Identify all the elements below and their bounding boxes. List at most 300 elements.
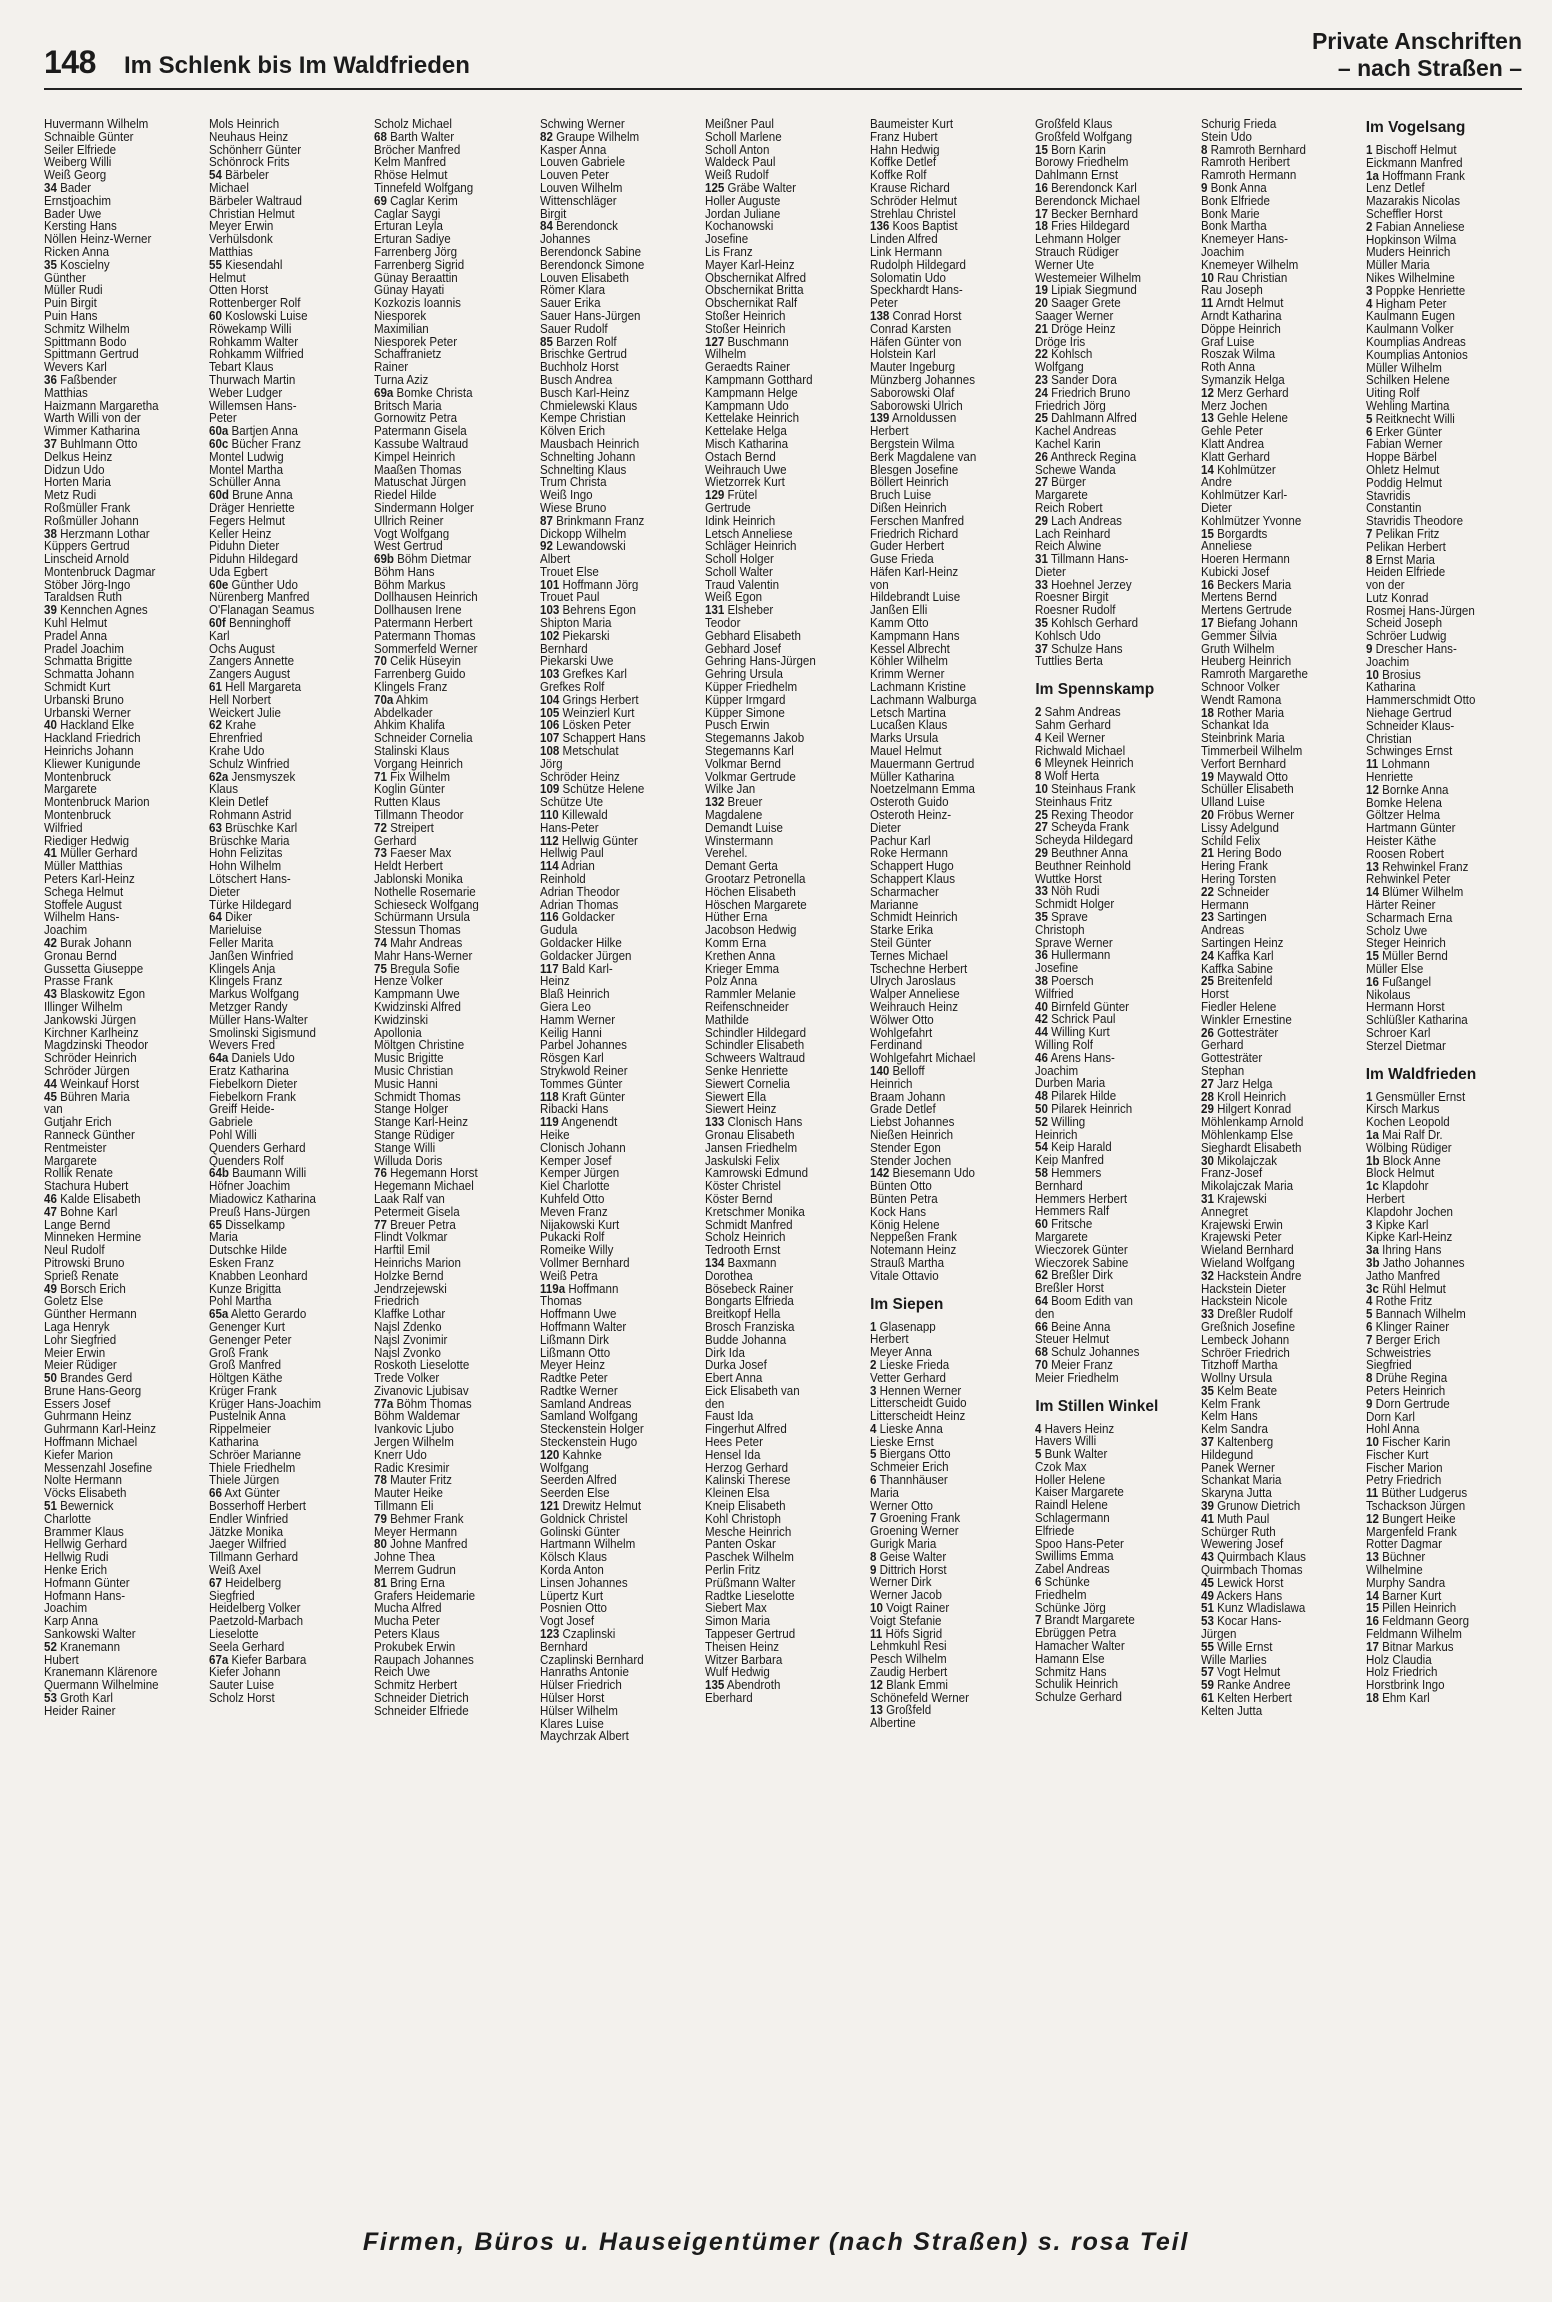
resident-name: Gronau Bernd <box>44 949 117 963</box>
directory-entry <box>1366 1103 1513 1116</box>
resident-name: Dißen Heinrich <box>870 501 947 515</box>
resident-name: Schulik Heinrich <box>1035 1678 1119 1692</box>
directory-entry <box>705 400 852 413</box>
directory-entry <box>540 1654 687 1667</box>
directory-entry <box>705 617 852 630</box>
resident-name: Turna Aziz <box>374 373 429 387</box>
house-number: 1c <box>1365 1180 1379 1193</box>
house-number: 11 <box>870 1627 883 1641</box>
resident-name: Laak Ralf van <box>374 1192 446 1206</box>
resident-name: Sahm Gerhard <box>1035 719 1112 732</box>
resident-name: Blesgen Josefine <box>870 463 959 477</box>
resident-name: Stegemanns Karl <box>704 745 794 758</box>
house-number: 10 <box>1200 271 1214 285</box>
resident-name: Ramroth Margarethe <box>1200 668 1308 682</box>
directory-entry <box>1201 438 1348 451</box>
resident-name: Spittmann Gertrud <box>44 348 139 362</box>
resident-name: Beine Anna <box>1051 1320 1111 1334</box>
directory-entry <box>1366 617 1513 630</box>
resident-name: Stalinski Klaus <box>374 745 450 758</box>
resident-name: Nürenberg Manfred <box>209 591 310 605</box>
resident-name: Zabel Andreas <box>1035 1563 1111 1577</box>
directory-entry <box>209 963 356 976</box>
directory-entry <box>44 643 191 656</box>
directory-entry <box>374 1628 521 1641</box>
resident-name: Reich Robert <box>1035 501 1103 515</box>
directory-entry <box>209 1257 356 1270</box>
resident-name: Möhlenkamp Else <box>1200 1128 1293 1142</box>
house-number: 16 <box>1035 181 1049 195</box>
directory-entry <box>209 1334 356 1347</box>
directory-entry <box>1201 1231 1348 1244</box>
directory-entry <box>1201 1615 1348 1628</box>
directory-entry <box>1366 694 1513 707</box>
house-number: 121 <box>539 1500 559 1513</box>
resident-name: Havers Heinz <box>1044 1422 1115 1436</box>
resident-name: Diker <box>225 911 253 925</box>
resident-name: Murphy Sandra <box>1365 1576 1445 1590</box>
resident-name: Graupe Wilhelm <box>555 130 639 144</box>
directory-entry <box>705 681 852 694</box>
directory-entry <box>44 1462 191 1475</box>
resident-name: Celik Hüseyin <box>390 655 462 669</box>
directory-entry <box>1201 1308 1348 1321</box>
directory-entry <box>540 208 687 221</box>
resident-name: Kiel Charlotte <box>539 1180 610 1193</box>
resident-name: Weiß Egon <box>704 591 762 605</box>
resident-name: Hoffmann Uwe <box>539 1308 617 1321</box>
house-number: 8 <box>1200 143 1207 157</box>
directory-entry <box>44 1500 191 1513</box>
directory-entry <box>540 1308 687 1321</box>
resident-name: Brischke Gertrud <box>539 348 627 362</box>
house-number: 77 <box>374 1218 388 1232</box>
directory-entry <box>1201 1666 1348 1679</box>
resident-name: Pelikan Fritz <box>1375 527 1440 541</box>
directory-entry <box>870 835 1017 848</box>
directory-entry <box>1201 1180 1348 1193</box>
resident-name: Göltzer Helma <box>1365 809 1440 823</box>
resident-name: Brinkmann Franz <box>555 514 644 528</box>
resident-name: Kiefer Marion <box>44 1448 113 1462</box>
directory-entry <box>870 1500 1017 1513</box>
directory-entry <box>1035 348 1182 361</box>
directory-entry <box>1366 1206 1513 1219</box>
directory-entry <box>870 655 1017 668</box>
house-number: 33 <box>1035 885 1049 899</box>
resident-name: Gabriele <box>209 1116 254 1129</box>
directory-entry <box>1035 156 1182 169</box>
resident-name: Stavridis <box>1365 489 1411 503</box>
house-number: 69a <box>374 386 394 400</box>
house-number: 125 <box>704 181 725 195</box>
resident-name: Piekarski <box>562 629 610 643</box>
directory-entry <box>870 1359 1017 1372</box>
resident-name: Willuda Doris <box>374 1154 443 1168</box>
resident-name: Marieluise <box>209 924 263 937</box>
directory-entry <box>44 476 191 489</box>
directory-entry <box>1201 771 1348 784</box>
resident-name: Obschernikat Ralf <box>704 297 797 310</box>
resident-name: Wiese Bruno <box>539 501 606 515</box>
resident-name: Klapdohr Jochen <box>1365 1205 1453 1219</box>
directory-entry <box>1366 170 1513 183</box>
directory-entry <box>870 438 1017 451</box>
directory-entry <box>44 1666 191 1679</box>
resident-name: Misch Katharina <box>704 437 788 451</box>
directory-entry <box>870 1679 1017 1692</box>
page-header <box>44 28 1522 90</box>
directory-entry <box>209 144 356 157</box>
directory-entry <box>1201 1372 1348 1385</box>
directory-entry <box>1201 707 1348 720</box>
directory-entry <box>1366 937 1513 950</box>
resident-name: Kiesendahl <box>225 258 283 272</box>
directory-column <box>209 118 369 2218</box>
house-number: 55 <box>209 258 223 272</box>
directory-entry <box>1035 464 1182 477</box>
directory-entry <box>209 1308 356 1321</box>
directory-entry <box>44 924 191 937</box>
directory-entry <box>705 566 852 579</box>
directory-entry <box>44 1231 191 1244</box>
resident-name: Angenendt <box>560 1116 618 1129</box>
directory-entry <box>374 528 521 541</box>
street-heading: Im Siepen <box>870 1295 944 1313</box>
resident-name: Behrens Egon <box>562 604 636 618</box>
resident-name: Chmielewski Klaus <box>539 399 637 413</box>
resident-name: Montenbruck Marion <box>44 796 150 810</box>
directory-entry <box>540 745 687 758</box>
resident-name: Kelten Jutta <box>1200 1704 1262 1718</box>
resident-name: Tuttlies Berta <box>1035 655 1104 669</box>
resident-name: Schmitz Herbert <box>374 1679 458 1693</box>
directory-entry <box>1201 1334 1348 1347</box>
resident-name: Czaplinski Bernhard <box>539 1653 644 1667</box>
street-heading: Im Spennskamp <box>1035 681 1155 699</box>
resident-name: Hellwig Günter <box>561 834 638 848</box>
resident-name: Hackstein Nicole <box>1200 1295 1287 1309</box>
directory-entry <box>540 1091 687 1104</box>
resident-name: Schlüßler Katharina <box>1365 1014 1468 1027</box>
directory-entry <box>1201 348 1348 361</box>
resident-name: Geise Walter <box>879 1550 947 1564</box>
directory-entry <box>870 1180 1017 1193</box>
resident-name: Koscielny <box>60 258 110 272</box>
resident-name: Wilfried <box>1035 987 1074 1001</box>
directory-column <box>1366 118 1526 2218</box>
resident-name: Montel Martha <box>209 463 284 477</box>
directory-entry <box>1201 950 1348 963</box>
resident-name: Herbert <box>870 425 909 438</box>
directory-entry <box>1201 899 1348 912</box>
house-number: 38 <box>1035 975 1049 988</box>
directory-entry <box>209 579 356 592</box>
resident-name: Scholl Anton <box>704 143 770 157</box>
directory-entry <box>44 195 191 208</box>
resident-name: Bernhard <box>539 1640 588 1654</box>
house-number: 65 <box>209 1218 223 1232</box>
resident-name: Biergans Otto <box>879 1448 951 1462</box>
house-number: 16 <box>1365 1615 1379 1629</box>
directory-entry <box>705 259 852 272</box>
resident-name: Grunow Dietrich <box>1216 1500 1300 1513</box>
directory-entry <box>1201 1078 1348 1091</box>
directory-entry <box>705 1500 852 1513</box>
resident-name: Walper Anneliese <box>870 988 960 1001</box>
directory-entry <box>209 336 356 349</box>
directory-entry <box>44 1180 191 1193</box>
resident-name: Siewert Cornelia <box>704 1077 790 1091</box>
resident-name: Blümer Wilhelm <box>1381 886 1463 900</box>
resident-name: Münzberg Johannes <box>870 373 976 387</box>
resident-name: Wilhelm <box>704 348 747 362</box>
resident-name: Müller Maria <box>1365 259 1430 272</box>
resident-name: Groening Frank <box>879 1512 961 1526</box>
house-number: 35 <box>1200 1384 1214 1398</box>
resident-name: Lutz Konrad <box>1365 591 1429 605</box>
directory-entry <box>1366 1487 1513 1500</box>
directory-entry <box>540 1347 687 1360</box>
directory-entry <box>209 1641 356 1654</box>
resident-name: Gebhard Josef <box>704 642 781 656</box>
resident-name: Kampmann Gotthard <box>704 373 813 387</box>
directory-entry <box>44 1359 191 1372</box>
directory-entry <box>540 464 687 477</box>
directory-entry <box>1366 733 1513 746</box>
resident-name: Schulze Gerhard <box>1035 1691 1123 1705</box>
resident-name: Nikes Wilhelmine <box>1365 271 1455 285</box>
resident-name: Reifenschneider <box>704 1000 789 1014</box>
directory-entry <box>1201 1039 1348 1052</box>
directory-entry <box>44 1001 191 1014</box>
resident-name: Bannach Wilhelm <box>1375 1308 1466 1321</box>
directory-entry <box>209 1372 356 1385</box>
directory-entry <box>870 169 1017 182</box>
directory-entry <box>209 1449 356 1462</box>
directory-entry <box>374 1078 521 1091</box>
house-number: 8 <box>1035 770 1042 784</box>
directory-entry <box>44 822 191 835</box>
directory-entry <box>870 425 1017 438</box>
directory-entry <box>44 1065 191 1078</box>
resident-name: Klatt Andrea <box>1200 437 1264 451</box>
directory-entry <box>870 822 1017 835</box>
resident-name: Lenz Detlef <box>1365 182 1425 196</box>
directory-entry <box>374 1116 521 1129</box>
directory-entry <box>1366 336 1513 349</box>
resident-name: Jordan Juliane <box>704 207 781 221</box>
directory-entry <box>1201 591 1348 604</box>
resident-name: Lehmann Holger <box>1035 233 1121 246</box>
resident-name: Tschackson Jürgen <box>1365 1500 1465 1513</box>
resident-name: Roesner Rudolf <box>1035 604 1116 618</box>
resident-name: Golinski Günter <box>539 1525 620 1539</box>
resident-name: Genenger Kurt <box>209 1320 286 1334</box>
directory-entry <box>705 950 852 963</box>
resident-name: Arndt Helmut <box>1215 297 1284 310</box>
directory-entry <box>209 1231 356 1244</box>
directory-entry <box>44 963 191 976</box>
directory-entry <box>209 1385 356 1398</box>
resident-name: Beuthner Anna <box>1051 847 1129 860</box>
resident-name: Barth Walter <box>390 130 455 144</box>
directory-entry <box>1201 1014 1348 1027</box>
resident-name: Fröbus Werner <box>1216 809 1294 822</box>
resident-name: Scholl Holger <box>704 553 774 566</box>
resident-name: Heinrich <box>870 1077 913 1091</box>
directory-entry <box>1201 144 1348 157</box>
resident-name: Möltgen Christine <box>374 1039 465 1053</box>
directory-entry <box>705 1116 852 1129</box>
resident-name: Radtke Werner <box>539 1384 618 1398</box>
directory-entry <box>374 220 521 233</box>
house-number: 1a <box>1365 169 1379 183</box>
resident-name: Thannhäuser <box>879 1474 948 1487</box>
directory-entry <box>1035 259 1182 272</box>
directory-entry <box>374 1359 521 1372</box>
directory-entry <box>705 374 852 387</box>
resident-name: Paschek Wilhelm <box>704 1551 794 1565</box>
directory-entry <box>1201 1577 1348 1590</box>
directory-entry <box>540 643 687 656</box>
resident-name: Spittmann Bodo <box>44 335 127 349</box>
directory-entry <box>1035 425 1182 438</box>
directory-entry <box>44 540 191 553</box>
resident-name: Ranneck Günther <box>44 1128 135 1142</box>
resident-name: Piekarski Uwe <box>539 655 614 669</box>
house-number: 75 <box>374 962 388 976</box>
house-number: 15 <box>1365 950 1379 963</box>
directory-entry <box>1366 298 1513 311</box>
resident-name: Wölbing Rüdiger <box>1365 1141 1452 1155</box>
directory-entry <box>1035 732 1182 745</box>
resident-name: Hans-Peter <box>539 821 599 835</box>
directory-entry <box>705 1091 852 1104</box>
directory-entry <box>44 208 191 221</box>
resident-name: Hohn Felizitas <box>209 847 283 861</box>
resident-name: Gronau Elisabeth <box>704 1128 795 1142</box>
directory-entry <box>870 745 1017 758</box>
directory-entry <box>540 118 687 131</box>
directory-entry <box>1366 784 1513 797</box>
resident-name: Nikolaus <box>1365 988 1411 1002</box>
resident-name: Kennchen Agnes <box>60 604 148 618</box>
resident-name: Kelm Sandra <box>1200 1423 1268 1437</box>
resident-name: Matuschat Jürgen <box>374 476 467 490</box>
directory-entry <box>540 822 687 835</box>
resident-name: Stender Egon <box>870 1141 941 1155</box>
house-number: 29 <box>1035 514 1049 528</box>
resident-name: Najsl Zvonimir <box>374 1333 448 1347</box>
resident-name: Ulrych Jaroslaus <box>870 975 956 989</box>
resident-name: Marks Ursula <box>870 732 939 746</box>
directory-entry <box>209 1014 356 1027</box>
directory-entry <box>540 272 687 285</box>
directory-entry <box>1201 1487 1348 1500</box>
resident-name: Obschernikat Alfred <box>704 271 806 285</box>
house-number: 118 <box>539 1090 559 1104</box>
resident-name: Kampmann Helge <box>704 386 798 400</box>
resident-name: Keilig Hanni <box>539 1026 602 1040</box>
resident-name: Parbel Johannes <box>539 1039 627 1053</box>
directory-entry <box>540 886 687 899</box>
directory-entry <box>44 502 191 515</box>
resident-name: Schmitz Wilhelm <box>44 322 130 336</box>
resident-name: Jergen Wilhelm <box>374 1436 455 1449</box>
resident-name: von <box>870 578 889 592</box>
house-number: 7 <box>870 1512 877 1526</box>
directory-entry <box>540 937 687 950</box>
resident-name: Lipiak Siegmund <box>1051 284 1138 298</box>
directory-entry <box>705 1039 852 1052</box>
resident-name: Jacobson Hedwig <box>704 924 797 937</box>
directory-entry <box>540 233 687 246</box>
directory-entry <box>44 655 191 668</box>
resident-name: Scheyda Hildegard <box>1035 834 1134 848</box>
directory-entry <box>374 131 521 144</box>
directory-entry <box>44 425 191 438</box>
resident-name: Vitale Ottavio <box>870 1269 939 1283</box>
directory-entry <box>374 1142 521 1155</box>
directory-entry <box>209 681 356 694</box>
house-number: 70a <box>374 693 394 707</box>
directory-entry <box>374 1500 521 1513</box>
resident-name: Fußangel <box>1381 975 1431 989</box>
directory-entry <box>374 1462 521 1475</box>
directory-entry <box>1201 579 1348 592</box>
resident-name: Boom Edith van <box>1051 1294 1134 1308</box>
directory-entry <box>374 1270 521 1283</box>
house-number: 4 <box>1365 297 1373 311</box>
house-number: 77a <box>374 1397 394 1411</box>
resident-name: Volkmar Bernd <box>704 757 781 771</box>
resident-name: Scholz Heinrich <box>704 1231 786 1245</box>
house-number: 119 <box>539 1116 559 1129</box>
directory-entry <box>1035 1448 1182 1461</box>
house-number: 36 <box>44 373 57 387</box>
directory-entry <box>44 1206 191 1219</box>
directory-entry <box>1366 310 1513 323</box>
resident-name: Guse Frieda <box>870 553 934 566</box>
resident-name: Schröder Jürgen <box>44 1064 130 1078</box>
resident-name: Tebart Klaus <box>209 361 274 374</box>
directory-entry <box>1035 617 1182 630</box>
directory-entry <box>540 1372 687 1385</box>
house-number: 25 <box>1035 412 1049 426</box>
resident-name: Jörg <box>539 757 563 771</box>
house-number: 4 <box>1035 731 1042 745</box>
directory-entry <box>374 886 521 899</box>
resident-name: Budde Johanna <box>704 1333 787 1347</box>
resident-name: Trede Volker <box>374 1372 440 1385</box>
directory-entry <box>44 1654 191 1667</box>
resident-name: Grings Herbert <box>562 693 639 707</box>
directory-entry <box>1035 591 1182 604</box>
directory-entry <box>1201 1705 1348 1718</box>
directory-entry <box>374 1167 521 1180</box>
directory-column <box>705 118 865 2218</box>
directory-entry <box>209 1065 356 1078</box>
resident-name: Thiele Friedhelm <box>209 1461 296 1475</box>
house-number: 129 <box>704 489 725 502</box>
resident-name: Lüpertz Kurt <box>539 1589 603 1603</box>
directory-entry <box>1366 848 1513 861</box>
directory-entry <box>1366 669 1513 682</box>
resident-name: Bröcher Manfred <box>374 143 461 157</box>
directory-entry <box>705 502 852 515</box>
resident-name: Tillmann Theodor <box>374 809 464 822</box>
